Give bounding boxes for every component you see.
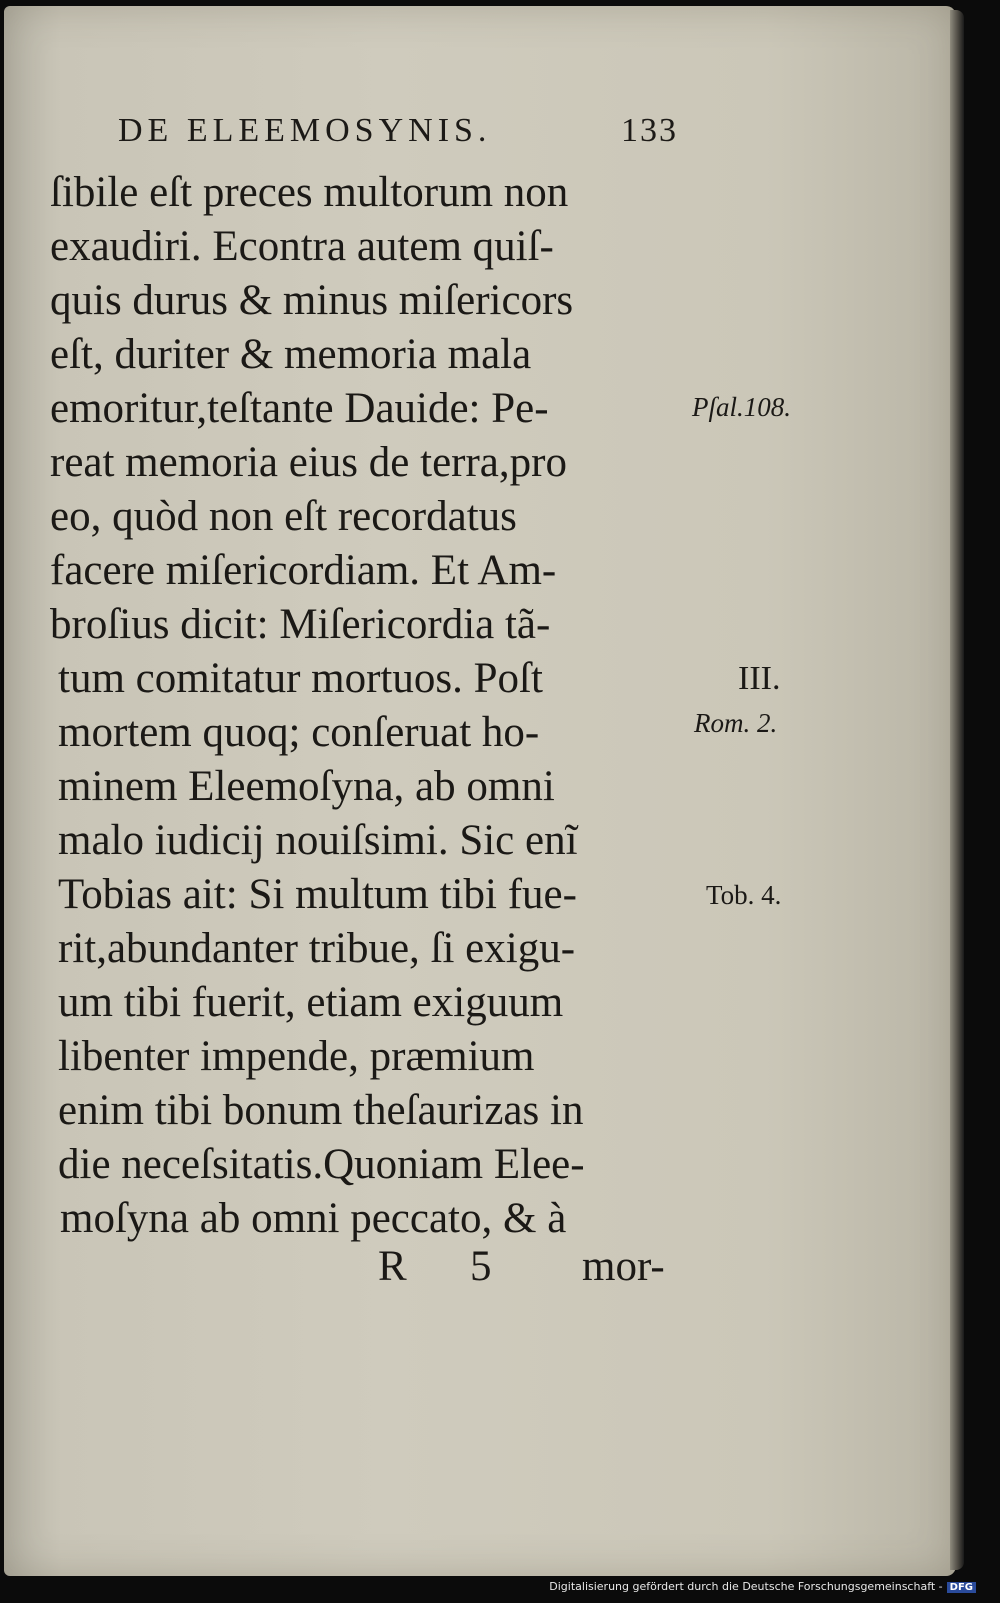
text-line: ſibile eſt preces multorum non [50, 169, 569, 216]
text-line: mortem quoq; conſeruat ho- [58, 709, 540, 756]
catchword: mor- [582, 1243, 665, 1290]
text-line: um tibi fuerit, etiam exiguum [58, 979, 564, 1026]
text-line: exaudiri. Econtra autem quiſ- [50, 223, 554, 270]
text-line: tum comitatur mortuos. Poſt [58, 655, 543, 702]
margin-note-psal: Pſal.108. [692, 392, 791, 422]
footer-credit-text: Digitalisierung gefördert durch die Deutsche Forschungsgemeinschaft - [549, 1580, 943, 1593]
text-line: die neceſsitatis.Quoniam Elee- [58, 1141, 585, 1188]
running-head [118, 112, 678, 162]
text-line: eſt, duriter & memoria mala [50, 331, 532, 378]
text-line: reat memoria eius de terra,pro [50, 439, 567, 486]
text-line: Tobias ait: Si multum tibi fue- [58, 871, 577, 918]
text-line: enim tibi bonum theſaurizas in [58, 1087, 584, 1134]
page-edge [950, 10, 964, 1570]
signature-mark: R [378, 1243, 407, 1290]
footer-credit [549, 1580, 976, 1598]
text-line: emoritur,teſtante Dauide: Pe- [50, 385, 549, 432]
dfg-logo: DFG [947, 1582, 976, 1593]
text-line: moſyna ab omni peccato, & à [60, 1195, 567, 1242]
margin-note-tob: Tob. 4. [706, 880, 782, 910]
text-line: rit,abundanter tribue, ſi exigu- [58, 925, 576, 972]
text-line: libenter impende, præmium [58, 1033, 535, 1080]
text-line: quis durus & minus miſericors [50, 277, 574, 324]
text-line: eo, quòd non eſt recordatus [50, 493, 517, 540]
running-head-title: DE ELEEMOSYNIS. [118, 112, 492, 149]
text-line: facere miſericordiam. Et Am- [50, 547, 557, 594]
margin-note-section: III. [738, 660, 781, 697]
text-line: minem Eleemoſyna, ab omni [58, 763, 555, 810]
text-line: broſius dicit: Miſericordia tã- [50, 601, 551, 648]
page-number: 133 [621, 112, 678, 149]
margin-note-rom: Rom. 2. [694, 708, 778, 738]
text-line: malo iudicij nouiſsimi. Sic enĩ [58, 817, 578, 864]
signature-number: 5 [470, 1243, 492, 1290]
